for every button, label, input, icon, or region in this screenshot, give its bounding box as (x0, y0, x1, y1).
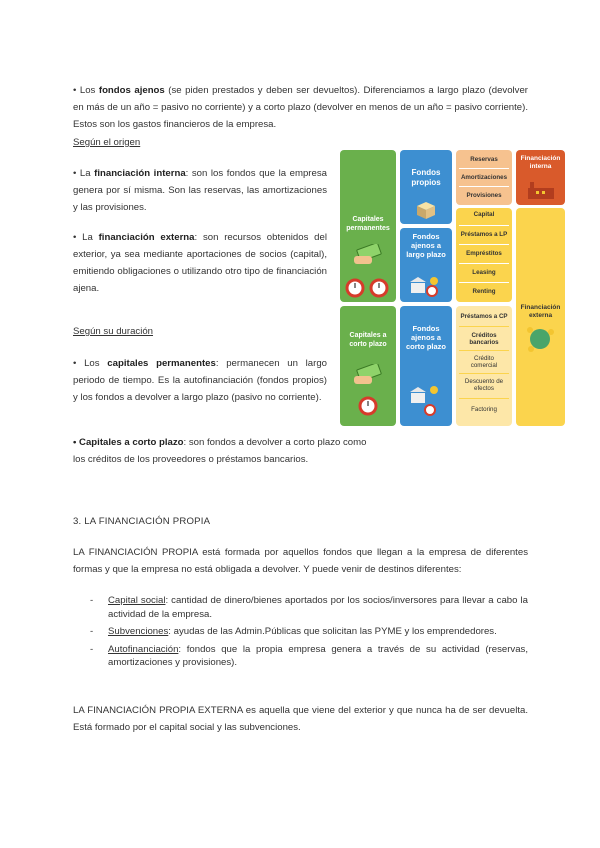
section-3-paragraph: LA FINANCIACIÓN PROPIA está formada por aquellos fondos que llegan a la empresa de diferentes formas y que la empresa no está obligada a devolver. Y puede venir de destinos diferentes: (73, 547, 528, 575)
bank-icon (406, 382, 446, 418)
internal-financing-box: Financiación interna (516, 150, 565, 205)
financing-diagram (340, 150, 565, 426)
permanent-capital-box: Capitales permanentes (340, 150, 396, 302)
duration-title: Según su duración (73, 326, 154, 337)
intro-paragraph: • Los fondos ajenos (se piden prestados y deben ser devueltos). Diferenciamos a largo plazo (devolver en más de un año = pasivo no corriente) y a corto plazo (devolver en menos de un año = pasivo corriente). Estos son los gastos financieros de la empresa. (73, 85, 529, 130)
fondos-ajenos-term: fondos ajenos (98, 85, 165, 96)
external-financing-paragraph: • La financiación externa: son recursos obtenidos del exterior, ya sea mediante aportaciones de socios (capital), emitiendo obligaciones o utilizando otro tipo de financiación ajena. (73, 232, 327, 294)
internal-financing-paragraph: • La financiación interna: son los fondos que la empresa genera por sí misma. Son las reservas, las amortizaciones y las provisiones. (73, 168, 327, 213)
short-term-capital-paragraph: • Capitales a corto plazo: son fondos a devolver a corto plazo como los créditos de los proveedores o préstamos bancarios. (73, 437, 367, 465)
short-term-items-box: Préstamos a CP Créditos bancarios Crédito comercial Descuento de efectos Factoring (456, 306, 512, 426)
factory-icon (526, 180, 556, 200)
list-item: - Capital social: cantidad de dinero/bienes aportados por los socios/inversores para llevar a cabo la actividad de la empresa. (90, 595, 528, 620)
short-term-borrowed-funds-box: Fondos ajenos a corto plazo (400, 306, 452, 426)
bank-icon (406, 274, 446, 298)
origin-title: Según el origen (73, 137, 141, 148)
globe-money-icon (525, 324, 555, 354)
section-3-heading: 3. LA FINANCIACIÓN PROPIA (73, 516, 211, 527)
list-item: - Subvenciones: ayudas de las Admin.Públicas que solicitan las PYME y los emprendedores. (90, 626, 497, 637)
alarm-clock-icon (344, 276, 392, 298)
box-icon (415, 200, 437, 220)
long-term-items-box: Capital Préstamos a LP Empréstitos Leasing Renting (456, 208, 512, 302)
external-financing-box: Financiación externa (516, 208, 565, 426)
own-financing-list (90, 594, 528, 674)
own-funds-box: Fondos propios (400, 150, 452, 224)
long-term-borrowed-funds-box: Fondos ajenos a largo plazo (400, 228, 452, 302)
internal-items-box: Reservas Amortizaciones Provisiones (456, 150, 512, 205)
money-hand-icon (350, 364, 386, 386)
external-own-financing-paragraph: LA FINANCIACIÓN PROPIA EXTERNA es aquella que viene del exterior y que nunca ha de ser devuelta. Está formado por el capital social y las subvenciones. (73, 705, 528, 733)
alarm-clock-icon (357, 394, 379, 416)
money-hand-icon (350, 244, 386, 266)
permanent-capital-paragraph: • Los capitales permanentes: permanecen un largo periodo de tiempo. Es la autofinanciación (fondos propios) y los fondos a devolver a largo plazo (pasivo no corriente). (73, 358, 327, 403)
short-term-capital-box: Capitales a corto plazo (340, 306, 396, 426)
list-item: - Autofinanciación: fondos que la propia empresa genera a través de su actividad (reservas, amortizaciones y provisiones). (90, 643, 528, 668)
